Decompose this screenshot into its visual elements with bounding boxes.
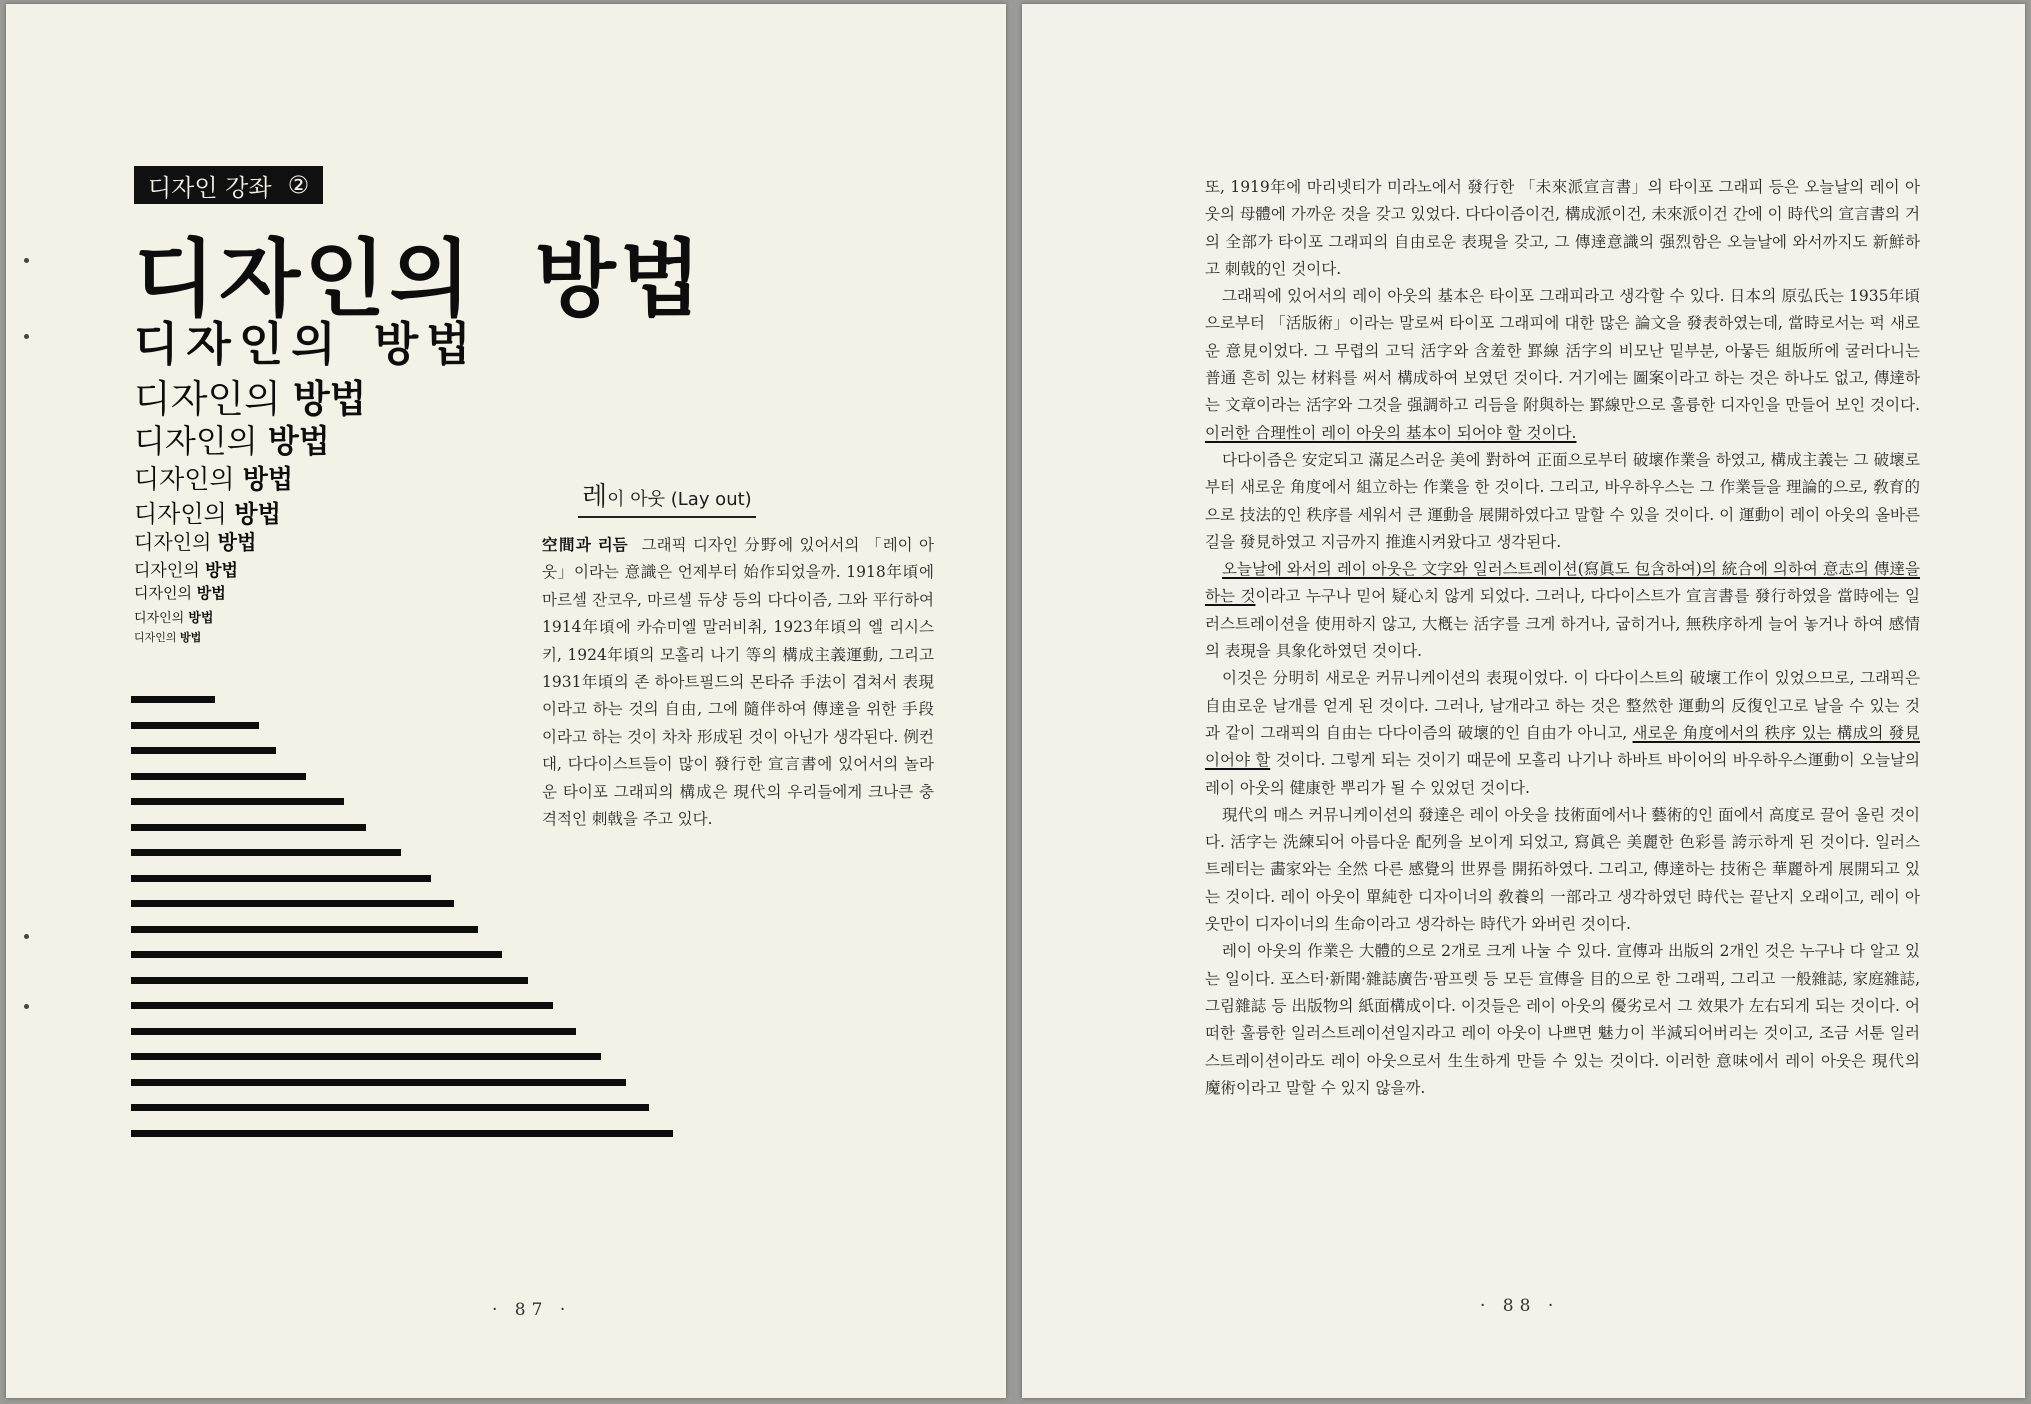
title-repeat-line: 디자인의 방법 xyxy=(134,500,281,528)
title-repeat-line: 디자인의 방법 xyxy=(134,584,226,602)
title-repeat-line: 디자인의 방법 xyxy=(134,530,257,554)
intro-body-text xyxy=(542,532,934,833)
decorative-bar xyxy=(131,1028,576,1035)
decorative-bar xyxy=(131,747,276,754)
title-repeat-line: 디자인의 방법 xyxy=(134,422,330,460)
decorative-bar xyxy=(131,696,215,703)
binder-hole-mark xyxy=(24,334,29,339)
decorative-bar xyxy=(131,926,478,933)
decorative-bar xyxy=(131,1053,601,1060)
decorative-bar xyxy=(131,1104,649,1111)
decorative-bar xyxy=(131,722,259,729)
paragraph: 또, 1919年에 마리넷티가 미라노에서 發行한 「未來派宣言書」의 타이포 그래피 등은 오늘날의 레이 아웃의 母體에 가까운 것을 갖고 있었다. 다다이즘이건, 構成派이건, 未來派이건 간에 이 時代의 宣言書의 거의 全部가 타이포 그래피의 自由로운 表現을 갖고, 그 傳達意識의 强烈함은 오늘날에 와서까지도 新鮮하고 刺戟的인 것이다. xyxy=(1205,178,1920,278)
decorative-bar xyxy=(131,875,431,882)
decorative-bar xyxy=(131,773,306,780)
underlined-text: 새로운 角度에서의 秩序 있는 構成의 發見이어야 할 xyxy=(1205,723,1920,770)
paragraph: 이것은 分明히 새로운 커뮤니케이션의 表現이었다. 이 다다이스트의 破壞工作이 있었으므로, 그래픽은 自由로운 날개를 얻게 된 것이다. 그러나, 날개라고 하는 것은 整然한 運動의 反復인고로 날을 수 있는 것과 같이 그래픽의 自由는 다다이즘의 破壞的인 自由가 아니고, 새로운 角度에서의 秩序 있는 構成의 發見이어야 할 것이다. 그렇게 되는 것이기 때문에 모홀리 나기나 하바트 바이어의 바우하우스運動이 오늘날의 레이 아웃의 健康한 뿌리가 될 수 있었던 것이다. xyxy=(1205,669,1920,797)
decorative-bar xyxy=(131,824,366,831)
title-repeat-line: 디자인의 방법 xyxy=(134,465,293,495)
article-body-text xyxy=(1205,174,1920,1102)
series-tag-label: 디자인 강좌 xyxy=(148,173,272,202)
decorative-bar xyxy=(131,798,344,805)
decorative-bar xyxy=(131,977,528,984)
paragraph: 現代의 매스 커뮤니케이션의 發達은 레이 아웃을 技術面에서나 藝術的인 面에서 高度로 끌어 올린 것이다. 活字는 洗練되어 아름다운 配列을 보이게 되었고, 寫眞은 美麗한 色彩를 誇示하게 된 것이다. 일러스트레터는 畵家와는 全然 다른 感覺의 世界를 開拓하였다. 그리고, 傳達하는 技術은 華麗하게 展開되고 있는 것이다. 레이 아웃이 單純한 디자이너의 敎養의 一部라고 생각하였던 時代는 끝난지 오래이고, 레이 아웃만이 디자이너의 生命이라고 생각하는 時代가 와버린 것이다. xyxy=(1205,805,1920,934)
binder-hole-mark xyxy=(24,1004,29,1009)
title-repeat-line: 디자인의 방법 xyxy=(134,561,238,581)
title-repeat-line: 디자인의 방법 xyxy=(134,377,367,421)
decorative-bar xyxy=(131,900,454,907)
paragraph: 오늘날에 와서의 레이 아웃은 文字와 일러스트레이션(寫眞도 包含하여)의 統合에 의하여 意志의 傳達을 하는 것이라고 누구나 믿어 疑心치 않게 되었다. 그러나, 다다이스트가 宣言書를 發行하였을 當時에는 일러스트레이션을 使用하지 않고, 大槪는 活字를 크게 하거나, 굽히거나, 無秩序하게 늘어 놓거나 하여 感情의 表現을 具象化하였던 것이다. xyxy=(1205,560,1920,661)
page-right xyxy=(1022,4,2025,1398)
title-repeat-line: 디자인의 방법 xyxy=(134,611,214,626)
title-repeat-line: 디자인의 방법 xyxy=(134,317,479,371)
title-repeat-line: 디자인의 방법 xyxy=(134,631,202,644)
underlined-text: 오늘날에 와서의 레이 아웃은 文字와 일러스트레이션(寫眞도 包含하여)의 統合에 의하여 意志의 傳達을 하는 것 xyxy=(1205,560,1920,606)
decorative-bar xyxy=(131,849,401,856)
paragraph: 그래픽에 있어서의 레이 아웃의 基本은 타이포 그래피라고 생각할 수 있다. 日本의 原弘氏는 1935年頃으로부터 「活版術」이라는 말로써 타이포 그래피에 대한 많은 論文을 發表하였는데, 當時로서는 퍽 새로운 意見이었다. 그 무렵의 고딕 活字와 含羞한 罫線 活字의 비모난 밑부분, 아뭏든 組版所에 굴러다니는 普通 흔히 있는 材料를 써서 構成하여 보였던 것이다. 거기에는 圖案이라고 하는 것은 하나도 없고, 傳達하는 文章이라는 活字와 그것을 强調하고 리듬을 附與하는 罫線만으로 훌륭한 디자인을 만들어 보인 것이다. 이러한 合理性이 레이 아웃의 基本이 되어야 할 것이다. xyxy=(1205,287,1920,442)
article-title: 디자인의 방법 xyxy=(134,230,705,328)
section-heading: 레이 아웃 (Lay out) xyxy=(578,476,756,518)
binder-hole-mark xyxy=(24,258,29,263)
page-number: · 88 · xyxy=(1480,1296,1560,1316)
series-tag-number: ② xyxy=(287,171,310,199)
decorative-bar xyxy=(131,951,502,958)
decorative-bar xyxy=(131,1002,553,1009)
underlined-text: 이러한 合理性이 레이 아웃의 基本이 되어야 할 것이다. xyxy=(1205,423,1577,442)
paragraph: 다다이즘은 安定되고 滿足스러운 美에 對하여 正面으로부터 破壞作業을 하였고, 構成主義는 그 破壞로부터 새로운 角度에서 組立하는 作業을 한 것이다. 그리고, 바우하우스는 그 作業들을 理論的으로, 敎育的으로 技法的인 秩序를 세워서 큰 運動을 展開하였다고 말할 수 있을 것이다. 이 運動이 레이 아웃의 올바른 길을 發見하였고 지금까지 推進시켜왔다고 생각된다. xyxy=(1205,450,1920,551)
runin-heading: 空間과 리듬 xyxy=(542,536,628,554)
paragraph: 레이 아웃의 作業은 大體的으로 2개로 크게 나눌 수 있다. 宣傳과 出版의 2개인 것은 누구나 다 알고 있는 일이다. 포스터·新聞·雜誌廣告·팜프렛 등 모든 宣傳을 目的으로 한 그래픽, 그리고 一般雜誌, 家庭雜誌, 그림雜誌 등 出版物의 紙面構成이다. 이것들은 레이 아웃의 優劣로서 그 效果가 左右되게 되는 것이다. 어떠한 훌륭한 일러스트레이션일지라고 레이 아웃이 나쁘면 魅力이 半減되어버리는 것이고, 조금 서툰 일러스트레이션이라도 레이 아웃으로서 生生하게 만들 수 있는 것이다. 이러한 意味에서 레이 아웃은 現代의 魔術이라고 말할 수 있지 않을까. xyxy=(1205,942,1920,1097)
binder-hole-mark xyxy=(24,934,29,939)
decorative-bar xyxy=(131,1130,673,1137)
body-paragraph: 그래픽 디자인 分野에 있어서의 「레이 아웃」이라는 意識은 언제부터 始作되었을까. 1918年頃에 마르셀 잔코우, 마르셀 듀샹 등의 다다이즘, 그와 平行하여 1914年頃에 카슈미엘 말러비취, 1923年頃의 엘 리시스키, 1924年頃의 모홀리 나기 等의 構成主義運動, 그리고 1931年頃의 존 하아트필드의 몬타쥬 手法이 겹쳐서 表現이라고 하는 것의 自由, 그에 隨伴하여 傳達을 위한 手段이라고 하는 것이 차차 形成된 것이 아닌가 생각된다. 例컨대, 다다이스트들이 많이 發行한 宣言書에 있어서의 놀라운 타이포 그래피의 構成은 現代의 우리들에게 크나큰 충격적인 刺戟을 주고 있다. xyxy=(542,536,934,829)
series-tag xyxy=(134,166,323,204)
page-left xyxy=(6,4,1006,1398)
decorative-bar xyxy=(131,1079,626,1086)
page-number: · 87 · xyxy=(492,1300,572,1320)
